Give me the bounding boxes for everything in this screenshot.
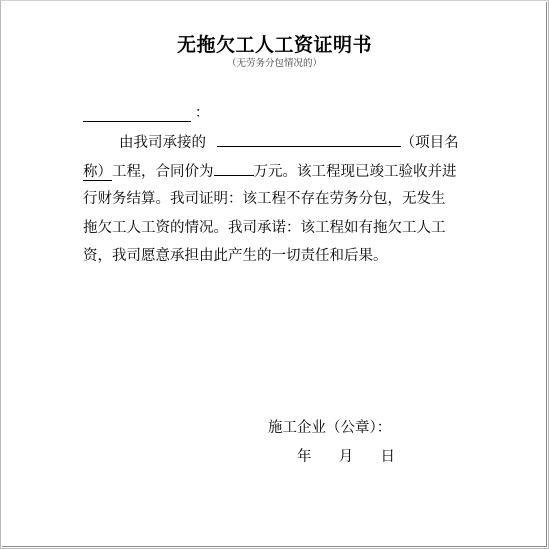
date-month: 月 [338, 449, 354, 465]
signature-date [297, 445, 395, 466]
addressee-line [83, 102, 209, 122]
body-line-2-text-a: 工程，合同价为 [112, 163, 214, 180]
project-name-blank[interactable] [217, 128, 401, 147]
body-line-1-prefix: 由我司承接的 [119, 135, 206, 151]
addressee-blank[interactable] [83, 105, 191, 122]
certificate-body [83, 128, 465, 271]
document-frame-shadow [2, 2, 547, 547]
body-line-3: 行财务结算。我司证明：该工程不存在劳务分包，无发生 [83, 191, 446, 207]
document-subtitle: （无劳务分包情况的） [226, 58, 322, 69]
body-line-5: 资，我司愿意承担由此产生的一切责任和后果。 [83, 248, 388, 264]
project-name-closing: 称） [83, 163, 112, 180]
document-title: 无拖欠工人工资证明书 [176, 34, 372, 56]
addressee-colon: ： [195, 105, 209, 121]
company-seal-label: 施工企业（公章）： [268, 420, 392, 436]
contract-price-blank[interactable] [214, 157, 254, 176]
body-line-1 [83, 128, 465, 157]
body-line-2-text-b: 万元。该工程现已竣工验收并进 [253, 163, 457, 180]
body-line-4: 拖欠工人工资的情况。我司承诺：该工程如有拖欠工人工 [83, 219, 446, 236]
body-line-2 [83, 157, 465, 186]
date-year: 年 [297, 449, 312, 465]
date-day: 日 [380, 449, 395, 465]
body-line-1-suffix: （项目名 [400, 135, 459, 151]
